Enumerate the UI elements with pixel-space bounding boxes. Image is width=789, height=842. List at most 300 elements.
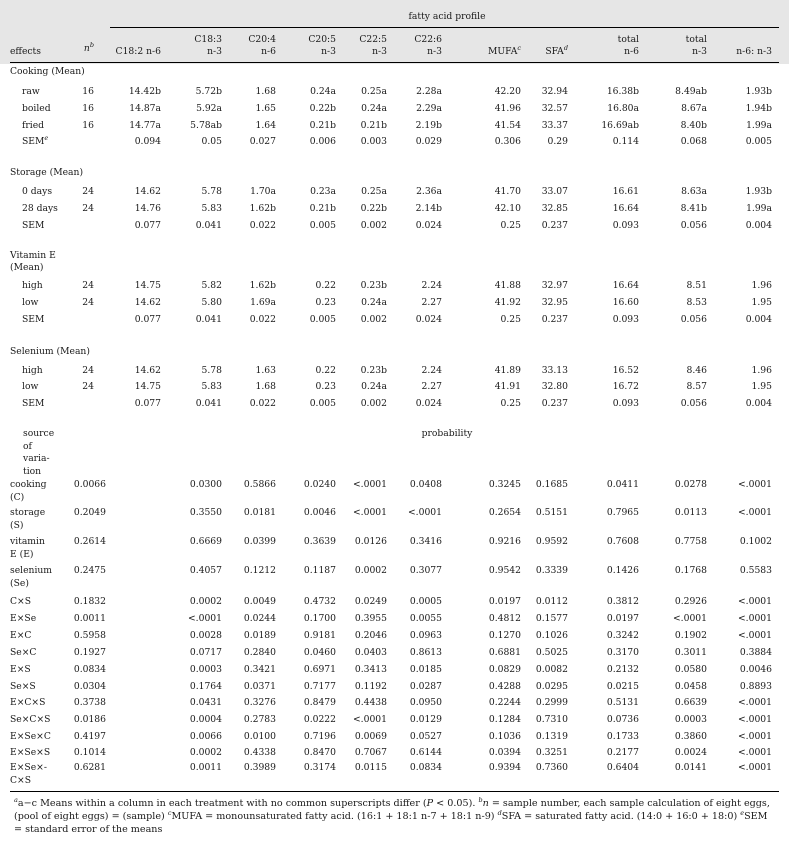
- table-cell: 2.19b: [415, 120, 442, 131]
- prob-cell: 0.7310: [535, 714, 568, 725]
- row-label-text: boiled: [22, 103, 51, 114]
- prob-cell: 0.7067: [354, 747, 387, 758]
- prob-cell: 0.0181: [243, 507, 276, 518]
- prob-cell: 0.3416: [409, 536, 442, 547]
- prob-cell: 0.0304: [73, 681, 106, 692]
- table-cell: 0.25a: [361, 186, 387, 197]
- table-cell: 0.23: [315, 381, 336, 392]
- prob-cell: 0.2614: [73, 536, 106, 547]
- prob-cell: 0.2926: [674, 596, 707, 607]
- column-header-line1: C22:6: [414, 34, 442, 45]
- prob-row-label: storage: [10, 507, 46, 518]
- column-header: [116, 47, 161, 56]
- prob-row-label: cooking: [10, 479, 47, 490]
- prob-cell: 0.4197: [73, 731, 106, 742]
- table-cell: 0.237: [541, 220, 568, 231]
- table-cell: 0.002: [360, 398, 387, 409]
- prob-cell: 0.1832: [73, 596, 106, 607]
- row-label-text: 28 days: [22, 203, 58, 214]
- footnote-b: = sample number, each sample calculation of eight eggs, (pool of eight eggs) = (sample): [14, 798, 770, 822]
- table-cell: 33.13: [541, 365, 568, 376]
- table-cell: 5.80: [201, 297, 222, 308]
- prob-cell: 0.0197: [606, 613, 639, 624]
- table-cell: 14.62: [134, 297, 161, 308]
- prob-row-label: E×C×S: [10, 697, 46, 708]
- table-cell: 0.21b: [309, 120, 336, 131]
- column-header: [207, 47, 222, 56]
- table-cell: 8.67a: [681, 103, 707, 114]
- column-header-label: n-3: [427, 46, 442, 57]
- table-cell: 0.24a: [361, 297, 387, 308]
- table-cell: 1.68: [255, 86, 276, 97]
- prob-cell: 0.0829: [488, 664, 521, 675]
- table-cell: 0.29: [547, 136, 568, 147]
- row-label-sup: e: [44, 133, 49, 142]
- table-cell: 0.029: [415, 136, 442, 147]
- table-cell: 0.22b: [360, 203, 387, 214]
- row-label: [22, 104, 51, 113]
- footnote-a-tail: < 0.05).: [433, 798, 479, 809]
- prob-cell: <.0001: [672, 613, 707, 624]
- table-cell: 5.83: [201, 381, 222, 392]
- column-header-label: n-3: [692, 46, 707, 57]
- table-cell: 16.52: [612, 365, 639, 376]
- row-label: [22, 298, 38, 307]
- table-cell: 0.024: [415, 220, 442, 231]
- prob-cell: 0.0003: [674, 714, 707, 725]
- prob-cell: 0.0736: [606, 714, 639, 725]
- footnote-c: MUFA = monounsaturated fatty acid. (16:1 + 18:1 n-7 + 18:1 n-9): [171, 811, 498, 822]
- table-cell: 0.25: [500, 220, 521, 231]
- row-label: [22, 204, 58, 213]
- prob-cell: 0.3251: [535, 747, 568, 758]
- table-cell: 2.36a: [416, 186, 442, 197]
- prob-cell: 0.5151: [535, 507, 568, 518]
- prob-cell: 0.0141: [674, 762, 707, 773]
- row-label: [22, 187, 52, 196]
- table-cell: 0.24a: [361, 103, 387, 114]
- column-header-label: n-3: [207, 46, 222, 57]
- table-cell: 16.60: [612, 297, 639, 308]
- prob-cell: 0.2475: [73, 565, 106, 576]
- prob-cell: 0.0002: [189, 596, 222, 607]
- table-cell: 16.64: [612, 280, 639, 291]
- prob-cell: 0.0066: [189, 731, 222, 742]
- prob-cell: 0.1685: [535, 479, 568, 490]
- table-cell: 0.093: [612, 398, 639, 409]
- prob-row-label: Se×C×S: [10, 714, 51, 725]
- column-header-line1: C20:4: [248, 34, 276, 45]
- prob-cell: 0.0222: [303, 714, 336, 725]
- table-cell: 2.29a: [416, 103, 442, 114]
- table-cell: 8.41b: [680, 203, 707, 214]
- row-label: [22, 281, 43, 290]
- prob-cell: 0.0394: [488, 747, 521, 758]
- row-label-text: low: [22, 297, 39, 308]
- row-label-text: 0 days: [22, 186, 53, 197]
- table-cell: 32.85: [541, 203, 568, 214]
- prob-cell: <.0001: [737, 714, 772, 725]
- prob-cell: 0.2132: [606, 664, 639, 675]
- prob-cell: 0.0834: [73, 664, 106, 675]
- column-header: [427, 47, 442, 56]
- row-label: [22, 133, 49, 147]
- section-title: Vitamin E: [10, 250, 56, 261]
- prob-cell: 0.4732: [303, 596, 336, 607]
- table-cell: 8.51: [686, 280, 707, 291]
- prob-cell: 0.0049: [243, 596, 276, 607]
- prob-cell: 0.4288: [488, 681, 521, 692]
- table-cell: 16.80a: [607, 103, 639, 114]
- table-cell: 42.20: [494, 86, 521, 97]
- prob-cell: 0.0069: [354, 731, 387, 742]
- prob-cell: 0.0002: [354, 565, 387, 576]
- prob-cell: <.0001: [737, 630, 772, 641]
- prob-cell: 0.0004: [189, 714, 222, 725]
- prob-cell: 0.3550: [189, 507, 222, 518]
- prob-cell: <.0001: [737, 596, 772, 607]
- table-cell: 0.094: [134, 136, 161, 147]
- table-cell: 8.40b: [680, 120, 707, 131]
- row-label: [22, 366, 43, 375]
- column-header: [624, 47, 639, 56]
- prob-cell: 0.0431: [189, 697, 222, 708]
- table-cell: 0.024: [415, 398, 442, 409]
- prob-row-label: E (E): [10, 548, 34, 560]
- prob-cell: 0.1036: [488, 731, 521, 742]
- table-cell: 0.005: [745, 136, 772, 147]
- prob-cell: <.0001: [737, 507, 772, 518]
- table-cell: 32.97: [541, 280, 568, 291]
- table-cell: 16.69ab: [601, 120, 639, 131]
- row-label-text: SEM: [22, 220, 45, 231]
- prob-row-label: Se×C: [10, 647, 37, 658]
- prob-cell: 0.1700: [303, 613, 336, 624]
- table-cell: 0.002: [360, 314, 387, 325]
- table-cell: 14.76: [134, 203, 161, 214]
- prob-cell: 0.9542: [488, 565, 521, 576]
- prob-cell: 0.0458: [674, 681, 707, 692]
- table-cell: 5.72b: [195, 86, 222, 97]
- prob-row-label: E×Se: [10, 613, 37, 624]
- prob-cell: 0.0113: [674, 507, 707, 518]
- prob-cell: 0.0011: [73, 613, 106, 624]
- table-cell: 0.056: [680, 398, 707, 409]
- n-header: [83, 40, 94, 54]
- table-cell: 0.002: [360, 220, 387, 231]
- footnote-a-p: P: [426, 798, 434, 809]
- prob-cell: <.0001: [352, 507, 387, 518]
- prob-cell: 0.0527: [409, 731, 442, 742]
- prob-cell: 0.1192: [354, 681, 387, 692]
- prob-cell: 0.2049: [73, 507, 106, 518]
- table-cell: 1.68: [255, 381, 276, 392]
- source-label-line: varia-: [23, 453, 50, 465]
- table-cell: 0.024: [415, 314, 442, 325]
- table-cell: 2.24: [421, 365, 442, 376]
- prob-cell: 0.1733: [606, 731, 639, 742]
- table-cell: 2.24: [421, 280, 442, 291]
- table-cell: 0.022: [249, 398, 276, 409]
- row-label-text: high: [22, 365, 43, 376]
- prob-cell: 0.3077: [409, 565, 442, 576]
- prob-cell: 0.7965: [606, 507, 639, 518]
- table-cell: 5.82: [201, 280, 222, 291]
- table-cell: 2.28a: [416, 86, 442, 97]
- prob-cell: 0.2046: [354, 630, 387, 641]
- group-title-rule: [110, 27, 779, 28]
- prob-row-label: (Se): [10, 577, 29, 589]
- footnote-a: a−c Means within a column in each treatment with no common superscripts differ (: [17, 798, 427, 809]
- table-cell: 41.91: [494, 381, 521, 392]
- table-cell: 0.077: [134, 220, 161, 231]
- footnote-c-marker: c: [167, 808, 172, 817]
- prob-row-label: E×C: [10, 630, 32, 641]
- prob-cell: 0.0024: [674, 747, 707, 758]
- row-n: 16: [82, 86, 94, 97]
- prob-row-label: C×S: [10, 774, 32, 786]
- prob-cell: 0.5583: [739, 565, 772, 576]
- prob-cell: 0.3276: [243, 697, 276, 708]
- prob-cell: 0.2177: [606, 747, 639, 758]
- table-cell: 33.07: [541, 186, 568, 197]
- prob-cell: 0.0055: [409, 613, 442, 624]
- table-cell: 0.22: [315, 365, 336, 376]
- table-cell: 1.95: [751, 381, 772, 392]
- table-cell: 14.77a: [129, 120, 161, 131]
- prob-cell: 0.0115: [354, 762, 387, 773]
- table-cell: 1.95: [751, 297, 772, 308]
- prob-cell: 0.0399: [243, 536, 276, 547]
- table-cell: 41.54: [494, 120, 521, 131]
- column-header: [692, 47, 707, 56]
- table-cell: 0.006: [309, 136, 336, 147]
- prob-cell: 0.3339: [535, 565, 568, 576]
- prob-cell: <.0001: [737, 697, 772, 708]
- prob-cell: <.0001: [737, 762, 772, 773]
- row-label-text: SEM: [22, 398, 45, 409]
- prob-row-label: Se×S: [10, 681, 36, 692]
- row-n: 24: [82, 186, 94, 197]
- table-cell: 14.75: [134, 381, 161, 392]
- table-cell: 14.75: [134, 280, 161, 291]
- prob-cell: 0.9216: [488, 536, 521, 547]
- footnote-e-marker: e: [740, 808, 745, 817]
- row-n: 16: [82, 120, 94, 131]
- row-n: 24: [82, 365, 94, 376]
- prob-cell: 0.6971: [303, 664, 336, 675]
- prob-cell: 0.8613: [409, 647, 442, 658]
- footnote-d: SFA = saturated fatty acid. (14:0 + 16:0 + 18:0): [501, 811, 741, 822]
- prob-cell: 0.3639: [303, 536, 336, 547]
- table-cell: 0.022: [249, 314, 276, 325]
- table-cell: 0.041: [195, 314, 222, 325]
- section-title-line2: (Mean): [10, 262, 44, 273]
- table-cell: 0.23b: [360, 280, 387, 291]
- table-cell: 1.99a: [746, 203, 772, 214]
- prob-cell: 0.8893: [739, 681, 772, 692]
- table-cell: 42.10: [494, 203, 521, 214]
- prob-cell: 0.7758: [674, 536, 707, 547]
- row-n: 24: [82, 280, 94, 291]
- column-header-sup: c: [517, 43, 521, 52]
- prob-cell: 0.0834: [409, 762, 442, 773]
- table-cell: 0.004: [745, 398, 772, 409]
- prob-cell: 0.1002: [739, 536, 772, 547]
- table-cell: 0.005: [309, 314, 336, 325]
- prob-cell: 0.0112: [535, 596, 568, 607]
- prob-cell: 0.0215: [606, 681, 639, 692]
- prob-cell: 0.9394: [488, 762, 521, 773]
- prob-cell: 0.0082: [535, 664, 568, 675]
- prob-cell: 0.3860: [674, 731, 707, 742]
- column-header: [372, 47, 387, 56]
- column-header-label: n-3: [372, 46, 387, 57]
- table-cell: 0.237: [541, 314, 568, 325]
- prob-cell: 0.0011: [189, 762, 222, 773]
- prob-cell: 0.0189: [243, 630, 276, 641]
- table-cell: 16.38b: [606, 86, 639, 97]
- section-title: Selenium (Mean): [10, 346, 90, 357]
- table-cell: 8.46: [686, 365, 707, 376]
- table-cell: 1.63: [255, 365, 276, 376]
- table-cell: 0.005: [309, 398, 336, 409]
- section-title: Storage (Mean): [10, 167, 84, 178]
- prob-cell: 0.5131: [606, 697, 639, 708]
- prob-cell: 0.3955: [354, 613, 387, 624]
- row-label: [22, 221, 44, 230]
- group-title: fatty acid profile: [408, 11, 486, 22]
- prob-cell: 0.7608: [606, 536, 639, 547]
- table-cell: 1.62b: [249, 280, 276, 291]
- prob-cell: 0.6281: [73, 762, 106, 773]
- prob-row-label: (S): [10, 519, 24, 531]
- n-header-sup: b: [89, 40, 94, 49]
- table-cell: 0.093: [612, 314, 639, 325]
- prob-cell: 0.1768: [674, 565, 707, 576]
- prob-cell: 0.6144: [409, 747, 442, 758]
- table-cell: 1.65: [255, 103, 276, 114]
- table-cell: 33.37: [541, 120, 568, 131]
- prob-row-label: (C): [10, 491, 25, 503]
- prob-cell: <.0001: [407, 507, 442, 518]
- table-cell: 14.42b: [128, 86, 161, 97]
- table-cell: 1.99a: [746, 120, 772, 131]
- prob-row-label: E×Se×C: [10, 731, 51, 742]
- prob-cell: 0.0295: [535, 681, 568, 692]
- prob-cell: 0.3174: [303, 762, 336, 773]
- prob-cell: <.0001: [187, 613, 222, 624]
- prob-cell: 0.5866: [243, 479, 276, 490]
- prob-cell: 0.1187: [303, 565, 336, 576]
- prob-cell: 0.0244: [243, 613, 276, 624]
- table-cell: 41.89: [494, 365, 521, 376]
- table-cell: 0.068: [680, 136, 707, 147]
- footnote-d-marker: d: [497, 808, 502, 817]
- prob-cell: 0.1284: [488, 714, 521, 725]
- prob-cell: 0.0197: [488, 596, 521, 607]
- prob-cell: 0.0403: [354, 647, 387, 658]
- table-cell: 2.27: [421, 381, 442, 392]
- table-cell: 0.22b: [309, 103, 336, 114]
- prob-cell: 0.0249: [354, 596, 387, 607]
- table-cell: 8.49ab: [675, 86, 707, 97]
- prob-cell: 0.0046: [739, 664, 772, 675]
- prob-cell: 0.0186: [73, 714, 106, 725]
- prob-cell: 0.3245: [488, 479, 521, 490]
- table-cell: 1.96: [751, 365, 772, 376]
- prob-cell: 0.1014: [73, 747, 106, 758]
- prob-cell: 0.0066: [73, 479, 106, 490]
- prob-cell: 0.1212: [243, 565, 276, 576]
- table-cell: 8.57: [686, 381, 707, 392]
- prob-cell: 0.0717: [189, 647, 222, 658]
- table-cell: 0.056: [680, 314, 707, 325]
- probability-title: probability: [421, 428, 473, 439]
- prob-cell: 0.6881: [488, 647, 521, 658]
- table-cell: 0.306: [494, 136, 521, 147]
- table-cell: 0.004: [745, 314, 772, 325]
- prob-cell: 0.5025: [535, 647, 568, 658]
- prob-cell: 0.0371: [243, 681, 276, 692]
- prob-cell: 0.1426: [606, 565, 639, 576]
- prob-row-label: selenium: [10, 565, 53, 576]
- column-header: [321, 47, 336, 56]
- table-cell: 0.24a: [310, 86, 336, 97]
- prob-cell: 0.1927: [73, 647, 106, 658]
- prob-cell: 0.0287: [409, 681, 442, 692]
- row-label-text: fried: [22, 120, 45, 131]
- footnote-a-marker: a: [14, 795, 18, 804]
- table-cell: 5.83: [201, 203, 222, 214]
- table-cell: 41.92: [494, 297, 521, 308]
- table-cell: 0.003: [360, 136, 387, 147]
- prob-cell: <.0001: [352, 714, 387, 725]
- table-cell: 0.114: [612, 136, 639, 147]
- table-cell: 14.62: [134, 365, 161, 376]
- prob-cell: 0.3170: [606, 647, 639, 658]
- row-label-text: SEM: [22, 314, 45, 325]
- table-cell: 1.93b: [745, 86, 772, 97]
- column-header-label: n-3: [321, 46, 336, 57]
- column-header-label: MUFA: [487, 46, 518, 57]
- column-header-label: C18:2 n-6: [115, 46, 161, 57]
- prob-cell: 0.6669: [189, 536, 222, 547]
- table-cell: 0.093: [612, 220, 639, 231]
- prob-row-label: C×S: [10, 596, 32, 607]
- table-cell: 1.62b: [249, 203, 276, 214]
- prob-cell: 0.0240: [303, 479, 336, 490]
- footnote-b-marker: b: [478, 795, 483, 804]
- prob-cell: 0.3812: [606, 596, 639, 607]
- prob-cell: 0.5958: [73, 630, 106, 641]
- prob-cell: 0.3421: [243, 664, 276, 675]
- table-cell: 32.95: [541, 297, 568, 308]
- prob-cell: 0.1026: [535, 630, 568, 641]
- row-label: [22, 121, 44, 130]
- row-label: [22, 87, 40, 96]
- table-cell: 5.78ab: [190, 120, 222, 131]
- prob-cell: 0.0126: [354, 536, 387, 547]
- prob-cell: 0.4338: [243, 747, 276, 758]
- prob-cell: 0.7177: [303, 681, 336, 692]
- table-cell: 1.70a: [250, 186, 276, 197]
- column-header: [261, 47, 276, 56]
- row-n: 24: [82, 203, 94, 214]
- table-cell: 5.78: [201, 365, 222, 376]
- row-label: [22, 315, 44, 324]
- table-cell: 1.69a: [250, 297, 276, 308]
